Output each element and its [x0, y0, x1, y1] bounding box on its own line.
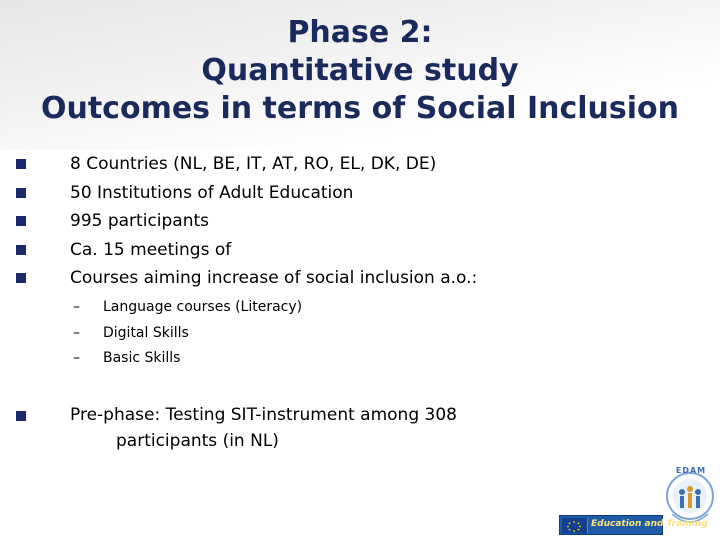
bullet-text: 995 participants: [70, 211, 210, 231]
title-line-2: Quantitative study: [201, 53, 519, 88]
sub-bullet-text: Basic Skills: [103, 350, 181, 366]
slide-title: [0, 14, 720, 128]
title-line-1: Phase 2:: [287, 15, 433, 50]
bullet-item: [16, 179, 706, 208]
bullet-marker: [16, 188, 26, 198]
bullet-text: Ca. 15 meetings of: [70, 239, 232, 260]
sub-bullet-marker: –: [73, 350, 80, 366]
bullet-item: [16, 264, 706, 293]
bullet-text: 50 Institutions of Adult Education: [70, 182, 354, 203]
bullet-item: [16, 236, 706, 265]
eu-education-training-logo: [559, 515, 708, 535]
sub-bullet-text: Digital Skills: [103, 324, 189, 341]
sub-bullet-marker: –: [73, 324, 80, 341]
sub-bullet-marker: –: [73, 299, 80, 315]
pre-phase-line-2: participants (in NL): [116, 431, 279, 451]
bullet-item: [16, 150, 706, 179]
bullet-text: 8 Countries (NL, BE, IT, AT, RO, EL, DK, DE): [70, 154, 437, 174]
sub-bullet-item: [70, 346, 590, 372]
pre-phase-bullet: [16, 402, 706, 454]
bullet-marker: [16, 273, 26, 283]
bullet-text: Courses aiming increase of social inclusion a.o.:: [70, 268, 478, 288]
sub-bullet-text: Language courses (Literacy): [103, 299, 303, 315]
bullet-marker: [16, 411, 26, 421]
main-bullet-list: [16, 150, 706, 293]
title-line-3: Outcomes in terms of Social Inclusion: [40, 91, 680, 126]
bullet-marker: [16, 216, 26, 226]
bullet-marker: [16, 159, 26, 169]
sub-bullet-item: [70, 295, 590, 321]
sub-bullet-list: [70, 295, 590, 372]
bullet-marker: [16, 245, 26, 255]
pre-phase-line-1: Pre-phase: Testing SIT-instrument among 308: [70, 405, 457, 425]
eu-logo-text: Education and Training: [591, 519, 708, 529]
edam-logo-text: EDAM: [675, 466, 707, 475]
bullet-item: [16, 402, 706, 428]
bullet-item: [16, 207, 706, 236]
sub-bullet-item: [70, 321, 590, 347]
eu-flag-icon: [562, 518, 588, 533]
